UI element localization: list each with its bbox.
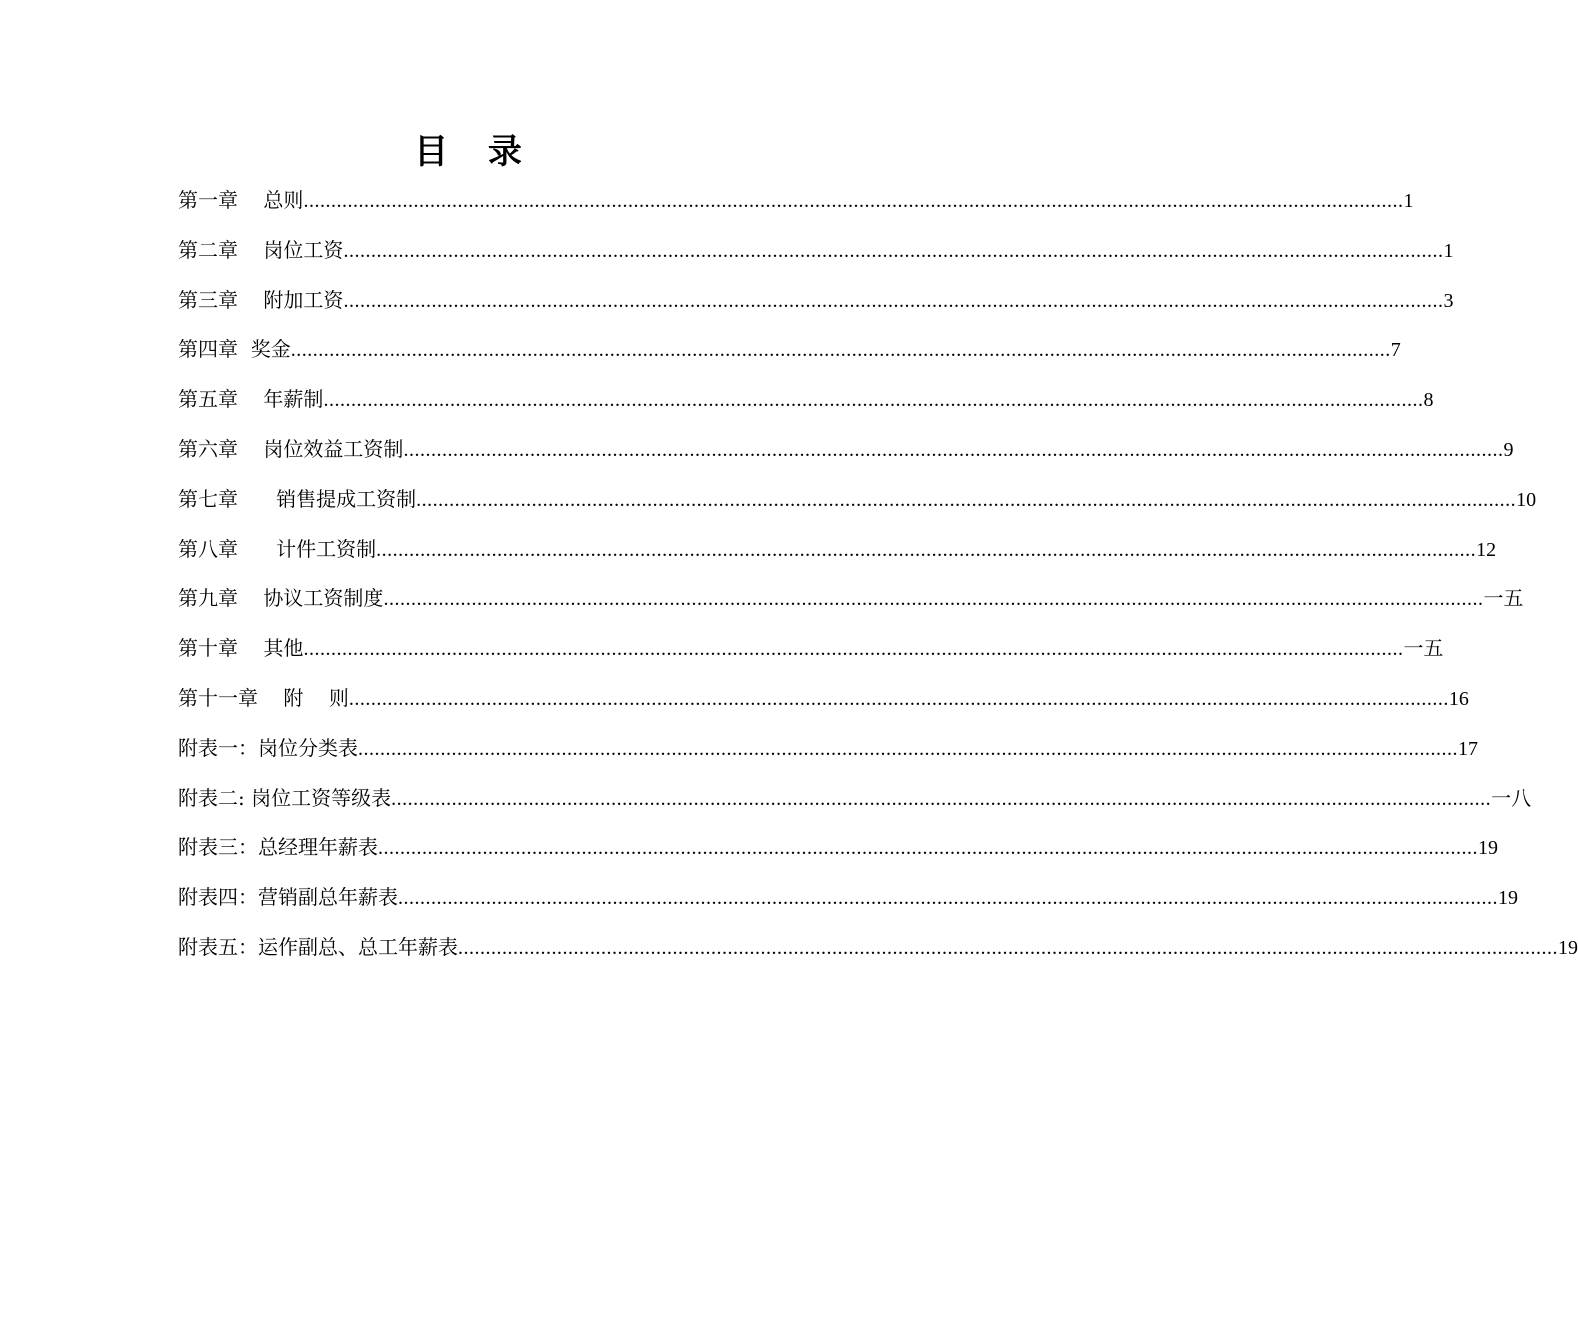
toc-leader-dots: ........................................................................................................................................................................................................ bbox=[458, 936, 1558, 959]
toc-leader-dots: ........................................................................................................................................................................................................ bbox=[378, 837, 1478, 860]
toc-entry-label: 第二章 岗位工资 bbox=[178, 237, 344, 262]
toc-entry[interactable] bbox=[178, 375, 1434, 425]
toc-entry-label: 附表三：总经理年薪表 bbox=[178, 835, 378, 860]
toc-entry-label: 第六章 岗位效益工资制 bbox=[178, 436, 404, 461]
toc-entry[interactable] bbox=[178, 425, 1514, 475]
toc-entry[interactable] bbox=[178, 724, 1478, 774]
toc-entry[interactable] bbox=[178, 276, 1454, 326]
toc-entry[interactable] bbox=[178, 226, 1454, 276]
toc-entry-page: 一五 bbox=[1403, 638, 1444, 661]
toc-entry-page: 17 bbox=[1458, 737, 1478, 760]
toc-entry-page: 8 bbox=[1423, 389, 1434, 412]
toc-entry-label: 第五章 年薪制 bbox=[178, 387, 324, 412]
toc-entry[interactable] bbox=[178, 923, 1578, 973]
toc-entry[interactable] bbox=[178, 574, 1524, 624]
toc-entry-page: 19 bbox=[1558, 936, 1578, 959]
page-title: 目 录 bbox=[414, 132, 536, 172]
toc-entry[interactable] bbox=[178, 774, 1532, 824]
toc-entry-page: 一八 bbox=[1491, 787, 1532, 810]
toc-entry-label: 第三章 附加工资 bbox=[178, 287, 344, 312]
toc-leader-dots: ........................................................................................................................................................................................................ bbox=[303, 638, 1404, 661]
toc-entry[interactable] bbox=[178, 525, 1497, 575]
toc-entry-label: 第十一章 附 则 bbox=[178, 685, 349, 710]
toc-entry-label: 第一章 总则 bbox=[178, 188, 304, 212]
toc-leader-dots: ........................................................................................................................................................................................................ bbox=[416, 488, 1517, 511]
toc-leader-dots: ........................................................................................................................................................................................................ bbox=[303, 190, 1404, 212]
toc-entry[interactable] bbox=[178, 325, 1401, 375]
toc-leader-dots: ........................................................................................................................................................................................................ bbox=[343, 289, 1444, 312]
toc-entry-label: 附表四：营销副总年薪表 bbox=[178, 885, 398, 910]
toc-entry-label: 第九章 协议工资制度 bbox=[178, 586, 384, 611]
toc-entry-page: 7 bbox=[1390, 339, 1401, 362]
toc-list bbox=[178, 176, 1578, 973]
toc-entry[interactable] bbox=[178, 176, 1414, 226]
toc-entry-label: 第四章 奖金 bbox=[178, 337, 291, 362]
toc-entry-page: 1 bbox=[1403, 190, 1414, 212]
toc-entry-page: 9 bbox=[1503, 438, 1514, 461]
toc-entry[interactable] bbox=[178, 873, 1518, 923]
toc-leader-dots: ........................................................................................................................................................................................................ bbox=[323, 389, 1424, 412]
toc-leader-dots: ........................................................................................................................................................................................................ bbox=[348, 687, 1449, 710]
toc-leader-dots: ........................................................................................................................................................................................................ bbox=[383, 588, 1484, 611]
toc-leader-dots: ........................................................................................................................................................................................................ bbox=[290, 339, 1391, 362]
toc-entry-label: 附表五：运作副总、总工年薪表 bbox=[178, 934, 458, 959]
toc-leader-dots: ........................................................................................................................................................................................................ bbox=[391, 787, 1492, 810]
toc-entry-page: 一五 bbox=[1483, 588, 1524, 611]
toc-entry-label: 第八章 计件工资制 bbox=[178, 536, 377, 561]
toc-leader-dots: ........................................................................................................................................................................................................ bbox=[398, 887, 1498, 910]
toc-entry[interactable] bbox=[178, 475, 1537, 525]
toc-entry-label: 第十章 其他 bbox=[178, 636, 304, 661]
toc-entry-page: 1 bbox=[1443, 239, 1454, 262]
toc-entry[interactable] bbox=[178, 674, 1469, 724]
toc-entry[interactable] bbox=[178, 823, 1498, 873]
toc-entry-page: 16 bbox=[1448, 687, 1469, 710]
toc-leader-dots: ........................................................................................................................................................................................................ bbox=[358, 737, 1458, 760]
toc-leader-dots: ........................................................................................................................................................................................................ bbox=[343, 239, 1444, 262]
toc-entry[interactable] bbox=[178, 624, 1444, 674]
toc-entry-label: 第七章 销售提成工资制 bbox=[178, 486, 417, 511]
toc-entry-label: 附表一：岗位分类表 bbox=[178, 735, 358, 760]
toc-entry-label: 附表二: 岗位工资等级表 bbox=[178, 785, 392, 810]
toc-entry-page: 10 bbox=[1516, 488, 1537, 511]
toc-leader-dots: ........................................................................................................................................................................................................ bbox=[403, 438, 1504, 461]
toc-entry-page: 12 bbox=[1476, 538, 1497, 561]
toc-entry-page: 3 bbox=[1443, 289, 1454, 312]
toc-entry-page: 19 bbox=[1478, 837, 1498, 860]
toc-entry-page: 19 bbox=[1498, 887, 1518, 910]
toc-leader-dots: ........................................................................................................................................................................................................ bbox=[376, 538, 1477, 561]
